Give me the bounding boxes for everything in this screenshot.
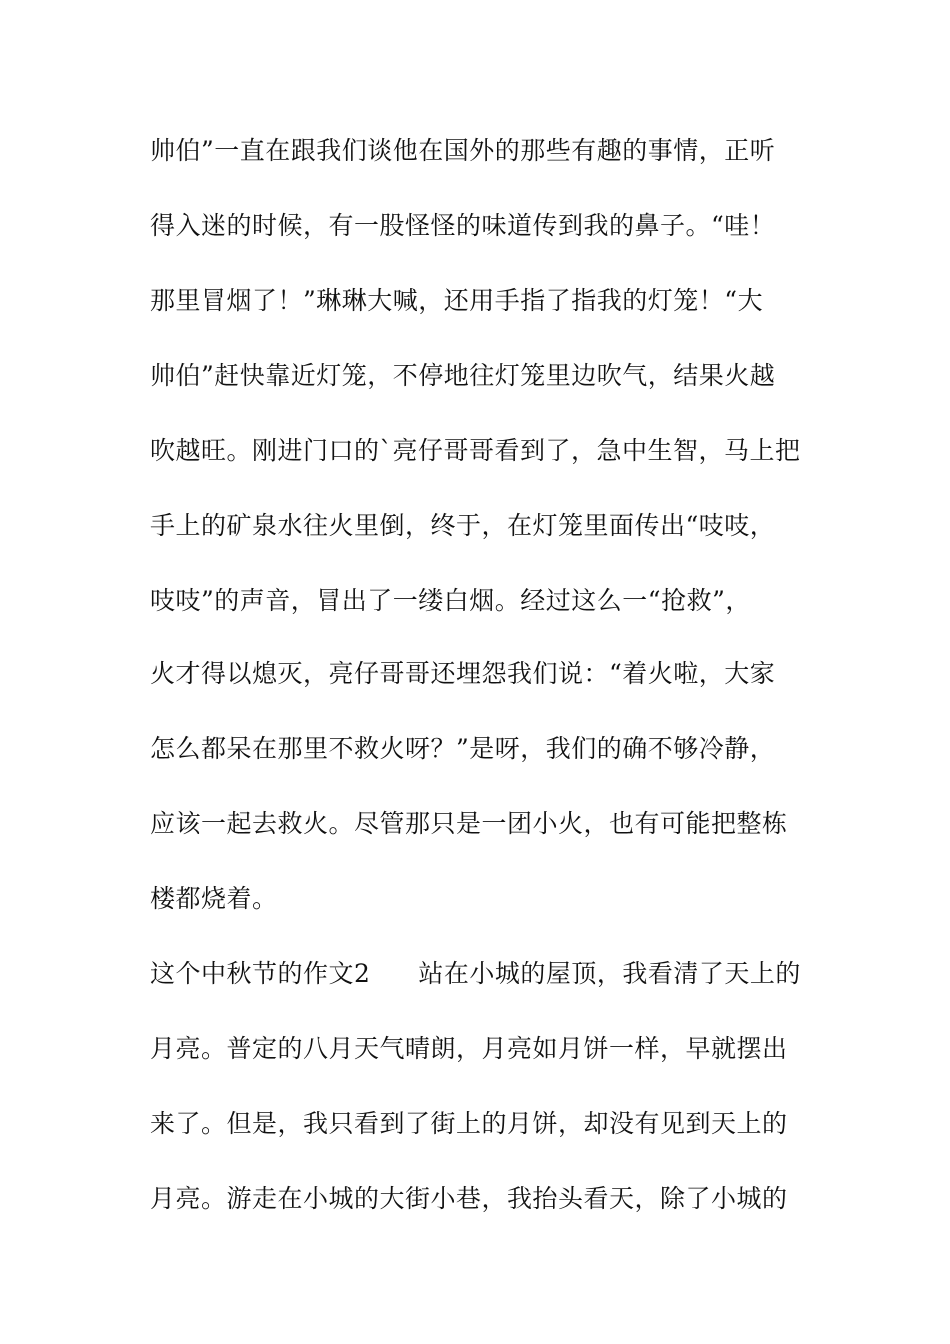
text-line: 得入迷的时候，有一股怪怪的味道传到我的鼻子。“哇！: [150, 211, 776, 240]
text-line: 吹越旺。刚进门口的`亮仔哥哥看到了，急中生智，马上把: [150, 436, 801, 465]
text-line: 楼都烧着。: [150, 884, 278, 913]
text-line: 应该一起去救火。尽管那只是一团小火，也有可能把整栋: [150, 809, 788, 838]
text-line: 那里冒烟了！”琳琳大喊，还用手指了指我的灯笼！“大: [150, 286, 764, 315]
text-line: 月亮。普定的八月天气晴朗，月亮如月饼一样，早就摆出: [150, 1034, 788, 1063]
text-line: 火才得以熄灭，亮仔哥哥还埋怨我们说：“着火啦，大家: [150, 659, 776, 688]
section-heading-line: [150, 954, 830, 994]
section-title: 这个中秋节的作文2: [150, 959, 371, 988]
text-line: 来了。但是，我只看到了街上的月饼，却没有见到天上的: [150, 1109, 788, 1138]
text-line: 帅伯”赶快靠近灯笼，不停地往灯笼里边吹气，结果火越: [150, 361, 776, 390]
section-first-line: 站在小城的屋顶，我看清了天上的: [418, 959, 801, 988]
text-line: 手上的矿泉水往火里倒，终于，在灯笼里面传出“吱吱，: [150, 511, 776, 540]
text-line: 月亮。游走在小城的大街小巷，我抬头看天，除了小城的: [150, 1184, 788, 1213]
text-line: 帅伯”一直在跟我们谈他在国外的那些有趣的事情，正听: [150, 136, 776, 165]
text-line: 吱吱”的声音，冒出了一缕白烟。经过这么一“抢救”，: [150, 586, 751, 615]
text-line: 怎么都呆在那里不救火呀？”是呀，我们的确不够冷静，: [150, 734, 776, 763]
